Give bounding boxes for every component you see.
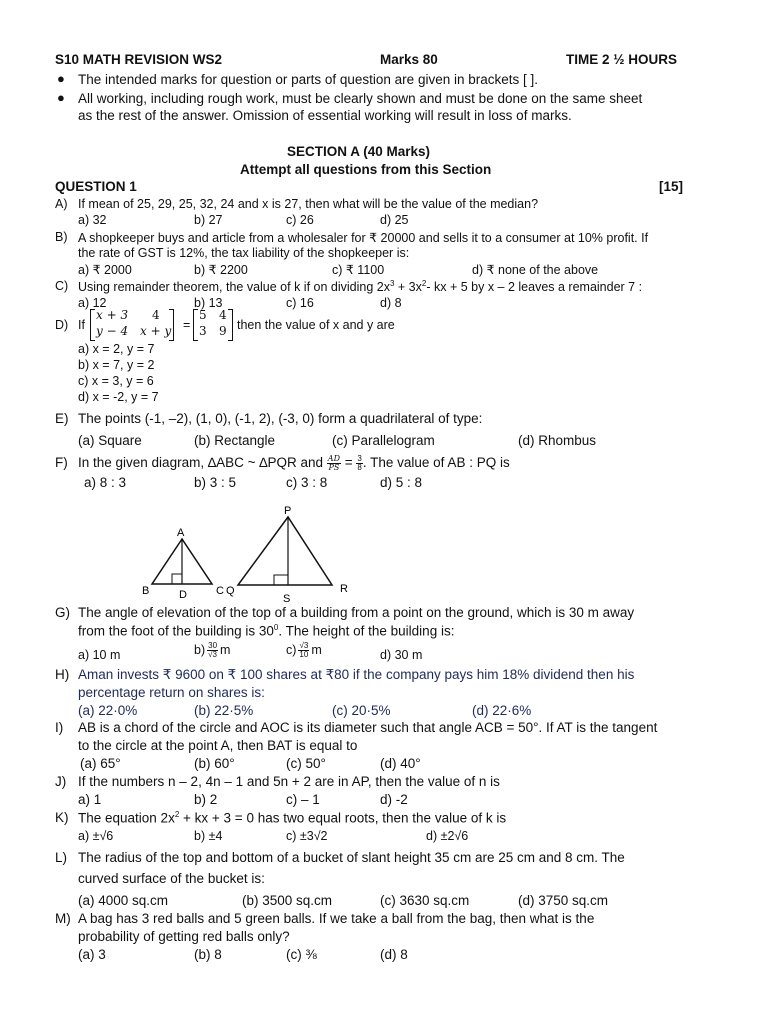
option: (b) 60°	[194, 756, 235, 771]
option: b) ₹ 2200	[194, 263, 248, 277]
option: b) x = 7, y = 2	[78, 358, 155, 372]
matrix-cell: 4	[152, 308, 160, 322]
option: d) 30 m	[380, 648, 423, 662]
instruction-3: as the rest of the answer. Omission of essential working will result in loss of marks.	[78, 108, 572, 123]
section-title: SECTION A (40 Marks)	[287, 144, 431, 159]
question-letter: H)	[55, 667, 70, 682]
question-letter: F)	[55, 455, 68, 470]
matrix-cell: x + 3	[96, 308, 129, 322]
vertex-label-d: D	[179, 589, 187, 601]
bullet-icon: ●	[57, 71, 65, 86]
matrix-cell: y − 4	[96, 324, 129, 338]
question-h-line1: Aman invests ₹ 9600 on ₹ 100 shares at ₹80 if the company pays him 18% dividend then his	[78, 667, 635, 682]
option: (c) 20·5%	[332, 703, 391, 718]
option: (c) 50°	[286, 756, 326, 771]
option: c) $\frac{√3}{10}$ m	[286, 641, 322, 659]
question-i-line1: AB is a chord of the circle and AOC is its diameter such that angle ACB = 50°. If AT is the tangent	[78, 720, 658, 735]
question-letter: J)	[55, 774, 67, 789]
option: (c) 3630 sq.cm	[380, 893, 470, 908]
vertex-label-b: B	[142, 585, 150, 597]
matrix-right	[193, 308, 233, 340]
option: c) ₹ 1100	[332, 263, 385, 277]
question-letter: M)	[55, 911, 71, 926]
question-b-line1: A shopkeeper buys and article from a wholesaler for ₹ 20000 and sells it to a consumer at 10% profit. If	[78, 231, 649, 245]
question-i-line2: to the circle at the point A, then BAT is equal to	[78, 738, 358, 753]
instruction-1: The intended marks for question or parts of question are given in brackets [ ].	[78, 72, 538, 87]
question-letter: A)	[55, 197, 68, 211]
vertex-label-s: S	[283, 593, 291, 605]
option: b) $\frac{30}{√3}$ m	[194, 641, 231, 659]
vertex-label-c: C	[216, 585, 224, 597]
question-k-text: The equation $2x^2$ + kx + 3 = 0 has two equal roots, then the value of k is	[78, 810, 507, 826]
bullet-icon: ●	[57, 90, 65, 105]
option: a) ±√6	[78, 829, 114, 843]
option: (a) Square	[78, 433, 142, 448]
option: d) -2	[380, 792, 408, 807]
question-g-line2: from the foot of the building is $30^0$. The height of the building is:	[78, 623, 455, 639]
question-h-line2: percentage return on shares is:	[78, 685, 265, 700]
equals-sign: =	[183, 318, 191, 332]
question-l-line2: curved surface of the bucket is:	[78, 871, 265, 886]
option: (a) 22·0%	[78, 703, 138, 718]
question-letter: G)	[55, 605, 70, 620]
option: b) 2	[194, 792, 218, 807]
option: d) x = -2, y = 7	[78, 390, 159, 404]
instruction-2: All working, including rough work, must be clearly shown and must be done on the same sheet	[78, 91, 643, 106]
option: (d) 22·6%	[472, 703, 532, 718]
question-j-text: If the numbers n – 2, 4n – 1 and 5n + 2 are in AP, then the value of n is	[78, 774, 500, 789]
option: b) 13	[194, 296, 223, 310]
option: c) ±3√2	[286, 829, 328, 843]
matrix-cell: x + y	[140, 324, 172, 338]
option: (b) Rectangle	[194, 433, 276, 448]
question-m-line2: probability of getting red balls only?	[78, 929, 290, 944]
option: d) 8	[380, 296, 402, 310]
option: a) ₹ 2000	[78, 263, 132, 277]
matrix-cell: 5	[199, 308, 207, 322]
option: (d) 40°	[380, 756, 421, 771]
matrix-left	[90, 308, 174, 340]
similar-triangles-diagram	[130, 498, 370, 606]
matrix-cell: 3	[199, 324, 207, 338]
vertex-label-p: P	[284, 505, 292, 517]
question-letter: K)	[55, 810, 69, 825]
option: a) 12	[78, 296, 107, 310]
option: (d) 8	[380, 947, 408, 962]
matrix-cell: 9	[219, 324, 227, 338]
option: a) 32	[78, 213, 107, 227]
option: (b) 8	[194, 947, 222, 962]
question-d-text: then the value of x and y are	[237, 318, 395, 332]
option: (c) Parallelogram	[332, 433, 435, 448]
option: c) 26	[286, 213, 314, 227]
option: c) x = 3, y = 6	[78, 374, 154, 388]
question-letter: B)	[55, 230, 68, 244]
option: a) 10 m	[78, 648, 121, 662]
question-label: QUESTION 1	[55, 179, 137, 194]
option: d) ±2√6	[426, 829, 469, 843]
option: (b) 22·5%	[194, 703, 254, 718]
option: a) 1	[78, 792, 102, 807]
option: b) ±4	[194, 829, 223, 843]
question-g-line1: The angle of elevation of the top of a building from a point on the ground, which is 30 m away	[78, 605, 635, 620]
question-letter: D)	[55, 318, 69, 332]
option: (d) 3750 sq.cm	[518, 893, 609, 908]
question-letter: C)	[55, 279, 69, 293]
triangle-pqr	[238, 517, 332, 585]
question-f-text: In the given diagram, ∆ABC ~ ∆PQR and $\frac{AD}{PS}$ = $\frac{3}{8}$ . The value of AB : PQ is	[78, 454, 510, 472]
time-allowed: TIME 2 ½ HOURS	[566, 52, 678, 67]
section-subtitle: Attempt all questions from this Section	[240, 162, 492, 177]
question-letter: I)	[55, 720, 64, 735]
total-marks: Marks 80	[380, 52, 438, 67]
option: c) 16	[286, 296, 314, 310]
question-c-text: Using remainder theorem, the value of k if on dividing $2x^3 + 3x^2-$ kx + 5 by x – 2 leaves a remainder 7 :	[78, 279, 643, 295]
option: (a) 65°	[80, 756, 121, 771]
option: (a) 3	[78, 947, 106, 962]
option: a) 8 : 3	[84, 475, 127, 490]
triangle-abc	[152, 539, 212, 584]
question-d-if: If	[78, 318, 85, 332]
option: (d) Rhombus	[518, 433, 597, 448]
vertex-label-a: A	[177, 527, 185, 539]
question-l-line1: The radius of the top and bottom of a bucket of slant height 35 cm are 25 cm and 8 cm. The	[78, 850, 625, 865]
question-m-line1: A bag has 3 red balls and 5 green balls. If we take a ball from the bag, then what is the	[78, 911, 595, 926]
question-e-text: The points (-1, –2), (1, 0), (-1, 2), (-3, 0) form a quadrilateral of type:	[78, 411, 483, 426]
option: b) 3 : 5	[194, 475, 237, 490]
option: c) 3 : 8	[286, 475, 328, 490]
option: b) 27	[194, 213, 223, 227]
option: d) ₹ none of the above	[472, 263, 599, 277]
option: (b) 3500 sq.cm	[242, 893, 333, 908]
vertex-label-r: R	[340, 583, 348, 595]
option: a) x = 2, y = 7	[78, 342, 155, 356]
question-letter: E)	[55, 411, 69, 426]
vertex-label-q: Q	[226, 585, 235, 597]
option: d) 5 : 8	[380, 475, 423, 490]
question-a-text: If mean of 25, 29, 25, 32, 24 and x is 27, then what will be the value of the median?	[78, 197, 539, 211]
question-marks: [15]	[659, 179, 684, 194]
option: d) 25	[380, 213, 409, 227]
question-letter: L)	[55, 850, 68, 865]
worksheet-title: S10 MATH REVISION WS2	[55, 52, 223, 67]
question-b-line2: the rate of GST is 12%, the tax liability of the shopkeeper is:	[78, 246, 410, 260]
matrix-cell: 4	[219, 308, 227, 322]
option: c) – 1	[286, 792, 320, 807]
option: (a) 4000 sq.cm	[78, 893, 169, 908]
option: (c) ⅜	[286, 947, 317, 962]
